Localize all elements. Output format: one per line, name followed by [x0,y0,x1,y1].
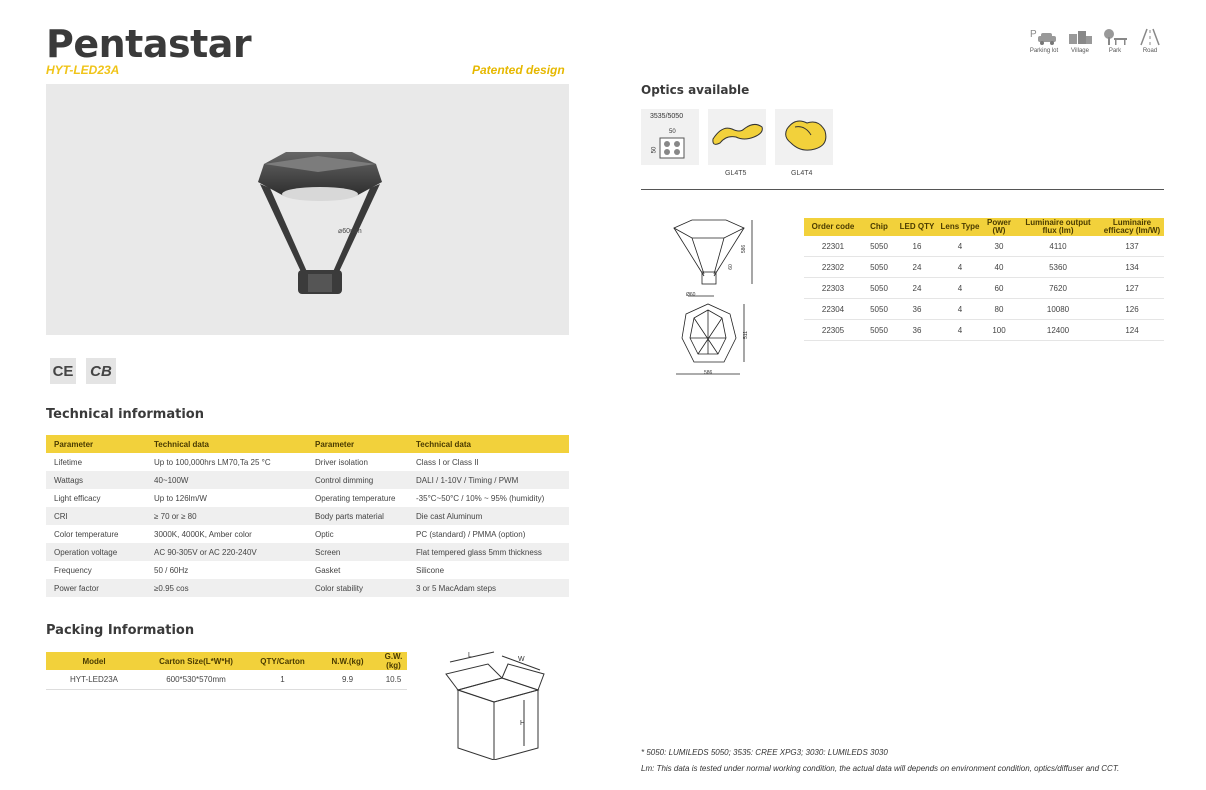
cell: Operation voltage [46,543,146,561]
table-row [46,453,569,471]
application-label: Road [1142,48,1158,54]
table-row [804,278,1164,299]
cell: 4 [938,236,982,257]
ce-mark: CE [50,358,76,384]
table-header-row [46,652,407,670]
carton-box-icon [440,648,550,760]
application-village [1066,28,1094,54]
cell: 9.9 [315,670,380,690]
dimension-label: 586 [741,244,748,254]
cell: Power factor [46,579,146,597]
cell: Operating temperature [307,489,408,507]
optic-label: GL4T4 [791,170,813,177]
table-row [46,471,569,489]
optic-gl4t4 [775,109,833,165]
order-table [804,218,1164,341]
technical-table [46,435,569,597]
cell: 50 / 60Hz [146,561,307,579]
cell: 137 [1100,236,1164,257]
cell: Lifetime [46,453,146,471]
column-header: Luminaire efficacy (lm/W) [1100,218,1164,236]
cell: 10080 [1016,299,1100,320]
optic-title: 3535/5050 [650,113,684,120]
column-header: Power (W) [982,218,1016,236]
dimension-label: 511 [742,331,749,339]
table-row [46,525,569,543]
table-row [46,489,569,507]
column-header: Carton Size(L*W*H) [142,652,250,670]
packing-heading: Packing Information [46,623,195,638]
led-module-icon [659,137,685,159]
cell: 22301 [804,236,862,257]
packing-table [46,652,407,690]
cell: 100 [982,320,1016,341]
cell: 22302 [804,257,862,278]
cell: 127 [1100,278,1164,299]
cell: 5050 [862,257,896,278]
cell: 36 [896,320,938,341]
column-header: LED QTY [896,218,938,236]
column-header: Lens Type [938,218,982,236]
column-header: Luminaire output flux (lm) [1016,218,1100,236]
column-header: Parameter [46,435,146,453]
table-row [46,543,569,561]
table-header-row [46,435,569,453]
application-park [1100,28,1130,54]
cell: Gasket [307,561,408,579]
cell: Body parts material [307,507,408,525]
cell: Up to 126lm/W [146,489,307,507]
cell: 4 [938,299,982,320]
cell: CRI [46,507,146,525]
cell: 16 [896,236,938,257]
cell: Light efficacy [46,489,146,507]
cell: Optic [307,525,408,543]
svg-text:P: P [1030,29,1037,40]
dimension-label: Ø60 [686,292,696,298]
cell: 3000K, 4000K, Amber color [146,525,307,543]
cell: 22303 [804,278,862,299]
cell: 5050 [862,320,896,341]
cell: 30 [982,236,1016,257]
parking-lot-icon [1029,28,1059,46]
optic-gl4t5 [708,109,766,165]
table-row [804,320,1164,341]
cell: 5360 [1016,257,1100,278]
optics-heading: Optics available [641,83,750,97]
cell: Flat tempered glass 5mm thickness [408,543,569,561]
width-label: W [518,656,525,663]
cb-mark: CB [86,358,116,384]
cell: 36 [896,299,938,320]
table-row [804,257,1164,278]
column-header: N.W.(kg) [315,652,380,670]
optic-dim: 50 [669,129,676,135]
cell: ≥ 70 or ≥ 80 [146,507,307,525]
cell: 24 [896,278,938,299]
cell: 600*530*570mm [142,670,250,690]
cell: DALI / 1-10V / Timing / PWM [408,471,569,489]
cell: 10.5 [380,670,407,690]
table-row [804,299,1164,320]
optic-led-module [641,109,699,165]
cell: 5050 [862,299,896,320]
patent-note: Patented design [472,63,565,77]
carton-diagram [440,648,550,760]
cell: Color temperature [46,525,146,543]
cell: -35°C~50°C / 10% ~ 95% (humidity) [408,489,569,507]
dimension-label: 586 [704,370,713,376]
model-code: HYT-LED23A [46,63,120,77]
cell: 40~100W [146,471,307,489]
cell: Control dimming [307,471,408,489]
cell: 5050 [862,278,896,299]
cell: 134 [1100,257,1164,278]
technical-heading: Technical information [46,407,204,422]
column-header: Model [46,652,142,670]
luminaire-image [46,84,569,335]
cell: 4110 [1016,236,1100,257]
page-title: Pentastar [46,22,252,66]
divider [641,189,1164,190]
cell: AC 90-305V or AC 220-240V [146,543,307,561]
cell: 60 [982,278,1016,299]
village-icon [1067,28,1093,46]
gl4t5-lens-icon [710,117,764,147]
table-row [804,236,1164,257]
cell: 40 [982,257,1016,278]
table-header-row [804,218,1164,236]
table-row [46,507,569,525]
column-header: G.W.(kg) [380,652,407,670]
optic-label: GL4T5 [725,170,747,177]
cell: Die cast Aluminum [408,507,569,525]
application-label: Village [1071,48,1089,54]
road-icon [1139,28,1161,46]
gl4t4-lens-icon [781,115,829,155]
cell: PC (standard) / PMMA (option) [408,525,569,543]
cell: Color stability [307,579,408,597]
cell: Screen [307,543,408,561]
cell: 22305 [804,320,862,341]
certification-row [50,358,116,384]
cell: 22304 [804,299,862,320]
cell: HYT-LED23A [46,670,142,690]
cell: Wattags [46,471,146,489]
table-row [46,561,569,579]
cell: Class I or Class II [408,453,569,471]
cell: 80 [982,299,1016,320]
dimension-drawing [664,214,764,384]
cell: 5050 [862,236,896,257]
cell: Up to 100,000hrs LM70,Ta 25 °C [146,453,307,471]
application-label: Parking lot [1029,48,1059,54]
park-icon [1101,28,1129,46]
length-label: L [468,652,472,659]
product-photo [46,84,569,335]
cell: 4 [938,320,982,341]
cell: 4 [938,278,982,299]
diameter-label: ⌀60mm [338,228,362,235]
column-header: QTY/Carton [250,652,315,670]
dimension-label: 60 [727,264,734,270]
footnote-chips: * 5050: LUMILEDS 5050; 3535: CREE XPG3; 3030: LUMILEDS 3030 [641,748,888,757]
application-label: Park [1108,48,1122,54]
cell: 24 [896,257,938,278]
column-header: Order code [804,218,862,236]
cell: 126 [1100,299,1164,320]
cell: 7620 [1016,278,1100,299]
cell: 3 or 5 MacAdam steps [408,579,569,597]
cell: Driver isolation [307,453,408,471]
column-header: Technical data [146,435,307,453]
optic-dim: 50 [651,146,658,154]
luminaire-outline-drawing [664,214,764,384]
cell: 124 [1100,320,1164,341]
table-row [46,579,569,597]
cell: ≥0.95 cos [146,579,307,597]
cell: Silicone [408,561,569,579]
table-row [46,670,407,690]
cell: 4 [938,257,982,278]
column-header: Technical data [408,435,569,453]
footnote-lm: Lm: This data is tested under normal working condition, the actual data will depends on environment condition, optics/diffuser and CCT. [641,764,1120,773]
column-header: Parameter [307,435,408,453]
cell: 12400 [1016,320,1100,341]
cell: 1 [250,670,315,690]
cell: Frequency [46,561,146,579]
application-road [1138,28,1162,54]
height-label: H [520,720,526,727]
application-parking-lot [1027,28,1061,54]
column-header: Chip [862,218,896,236]
